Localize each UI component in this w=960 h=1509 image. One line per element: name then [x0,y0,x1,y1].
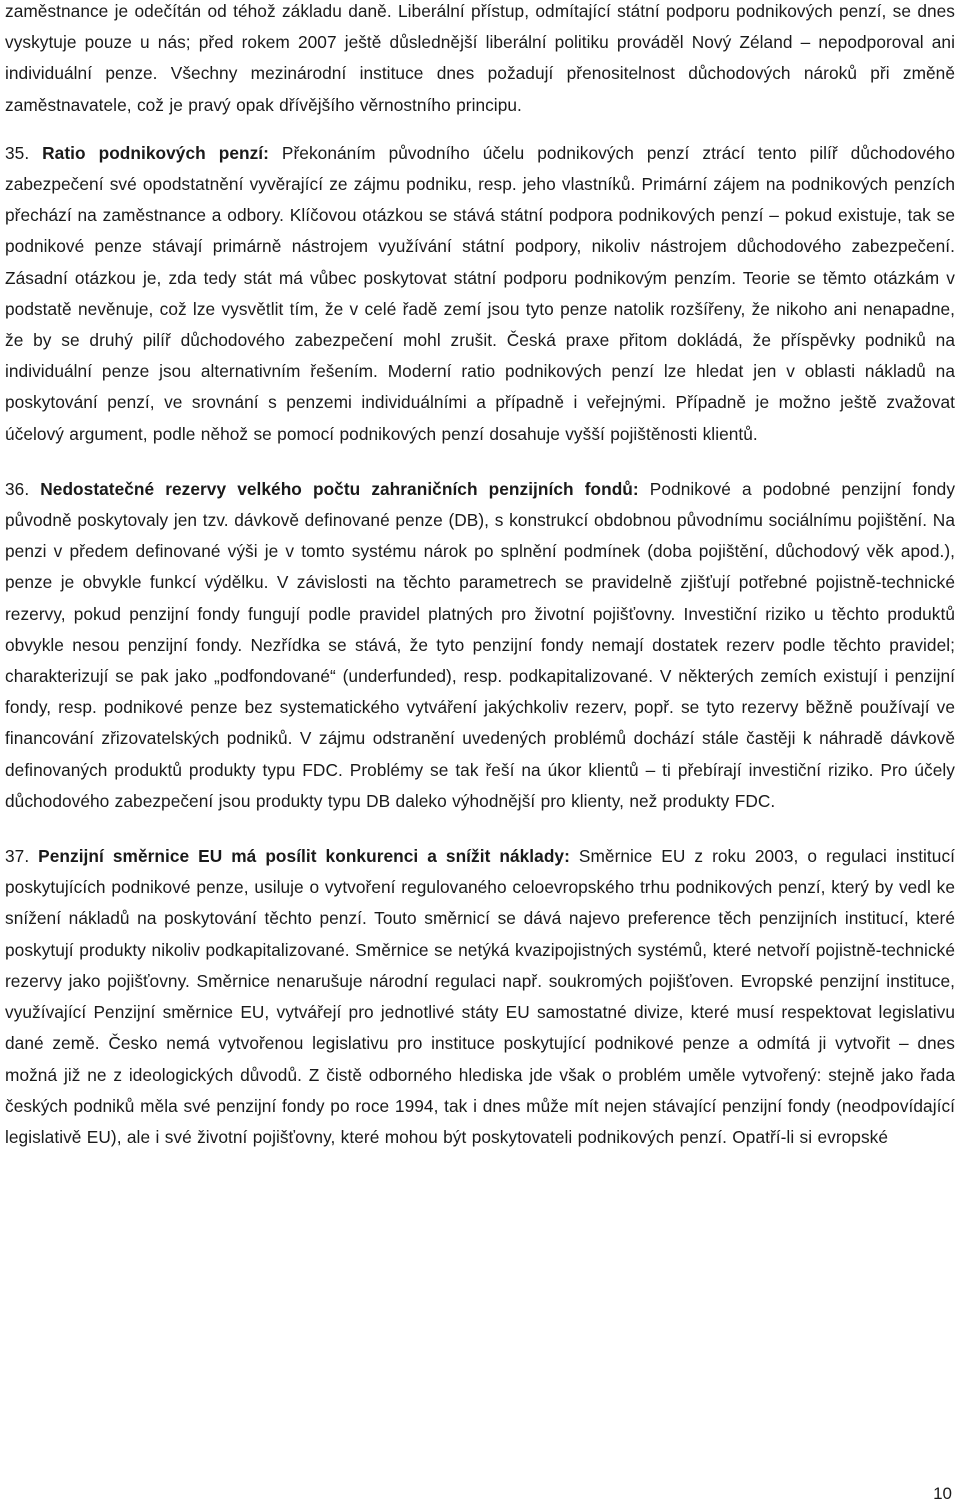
paragraph-number: 37. [5,846,39,867]
paragraph-heading: Ratio podnikových penzí: [42,142,269,163]
paragraph-body: Podnikové a podobné penzijní fondy původně poskytovaly jen tzv. dávkově definované penze (DB), s konstrukcí obdobnou původnímu sociálnímu pojištění. Na penzi v předem definované výši je v tomto systému nárok po splnění podmínek (doba pojištění, důchodový věk apod.), penze je obvykle funkcí výdělku. V závislosti na těchto parametrech se pravidelně zjišťují potřebné pojistně-technické rezervy, pokud penzijní fondy fungují podle pravidel platných pro životní pojišťovny. Investiční riziko u těchto produktů obvykle nesou penzijní fondy. Nezřídka se stává, že tyto penzijní fondy nemají dostatek rezerv podle těchto pravidel; charakterizují se pak jako „podfondované“ (underfunded), resp. podkapitalizované. V některých zemích existují i penzijní fondy, resp. podnikové penze bez systematického vytváření jakýchkoliv rezerv, popř. se tyto rezervy běžně používají ve financování zřizovatelských podniků. V zájmu odstranění uvedených problémů dochází stále častěji k náhradě dávkově definovaných produktů produkty typu FDC. Problémy se tak řeší na úkor klientů – ti přebírají investiční riziko. Pro účely důchodového zabezpečení jsou produkty typu DB daleko výhodnější pro klienty, než produkty FDC. [5,478,956,811]
paragraph-36 [5,474,955,817]
paragraph-body: Směrnice EU z roku 2003, o regulaci institucí poskytujících podnikové penze, usiluje o vytvoření regulovaného celoevropského trhu podnikových penzí, který by vedl ke snížení nákladů na poskytování těchto penzí. Touto směrnicí se dává najevo preference těch penzijních institucí, které poskytují produkty nikoliv podkapitalizované. Směrnice se netýká kvazipojistných systémů, které netvoří pojistně-technické rezervy jako pojišťovny. Směrnice nenarušuje národní regulaci např. soukromých pojišťoven. Evropské penzijní instituce, využívající Penzijní směrnice EU, vytvářejí pro jednotlivé státy EU samostatné divize, které musí respektovat legislativu dané země. Česko nemá vytvořenou legislativu pro instituce poskytující podnikové penze a odmítá ji vytvořit – dnes možná již ne z ideologických důvodů. Z čistě odborného hlediska jde však o problém uměle vytvořený: stejně jako řada českých podniků měla své penzijní fondy po roce 1994, tak i dnes může mít nejen stávající penzijní fondy (neodpovídající legislativě EU), ale i své životní pojišťovny, které mohou být poskytovateli podnikových penzí. Opatří-li si evropské [5,846,955,1147]
page-number: 10 [933,1484,952,1503]
paragraph-body: Překonáním původního účelu podnikových penzí ztrácí tento pilíř důchodového zabezpečení své opodstatnění vyvěrající ze zájmu podniku, resp. jeho vlastníků. Primární zájem na podnikových penzích přechází na zaměstnance a odbory. Klíčovou otázkou se stává státní podpora podnikových penzí – pokud existuje, tak se podnikové penze stávají primárně nástrojem využívání státní podpory, nikoliv nástrojem důchodového zabezpečení. Zásadní otázkou je, zda tedy stát má vůbec poskytovat státní podporu podnikovým penzím. Teorie se těmto otázkám v podstatě nevěnuje, což lze vysvětlit tím, že v celé řadě zemí jsou tyto penze natolik rozšířeny, že nikoho ani nenapadne, že by se druhý pilíř důchodového zabezpečení mohl zrušit. Česká praxe přitom dokládá, že příspěvky podniků na individuální penze jsou alternativním řešením. Moderní ratio podnikových penzí lze hledat jen v oblasti nákladů na poskytování penzí, ve srovnání s penzemi individuálními a případně i veřejnými. Případně je možno ještě zvažovat účelový argument, podle něhož se pomocí podnikových penzí dosahuje vyšší pojištěnosti klientů. [5,142,955,444]
document-page [5,0,955,1177]
paragraph-number: 36. [5,478,41,499]
paragraph-35 [5,138,955,450]
paragraph-heading: Nedostatečné rezervy velkého počtu zahraničních penzijních fondů: [40,478,639,499]
intro-paragraph: zaměstnance je odečítán od téhož základu daně. Liberální přístup, odmítající státní podporu podnikových penzí, se dnes vyskytuje pouze u nás; před rokem 2007 ještě důslednější liberální politiku prováděl Nový Zéland – nepodporoval ani individuální penze. Všechny mezinárodní instituce dnes požadují přenositelnost důchodových nároků při změně zaměstnavatele, což je pravý opak dřívějšího věrnostního principu. [5,1,955,115]
paragraph-number: 35. [5,142,43,163]
paragraph-heading: Penzijní směrnice EU má posílit konkurenci a snížit náklady: [38,846,570,867]
paragraph-37 [5,841,955,1153]
